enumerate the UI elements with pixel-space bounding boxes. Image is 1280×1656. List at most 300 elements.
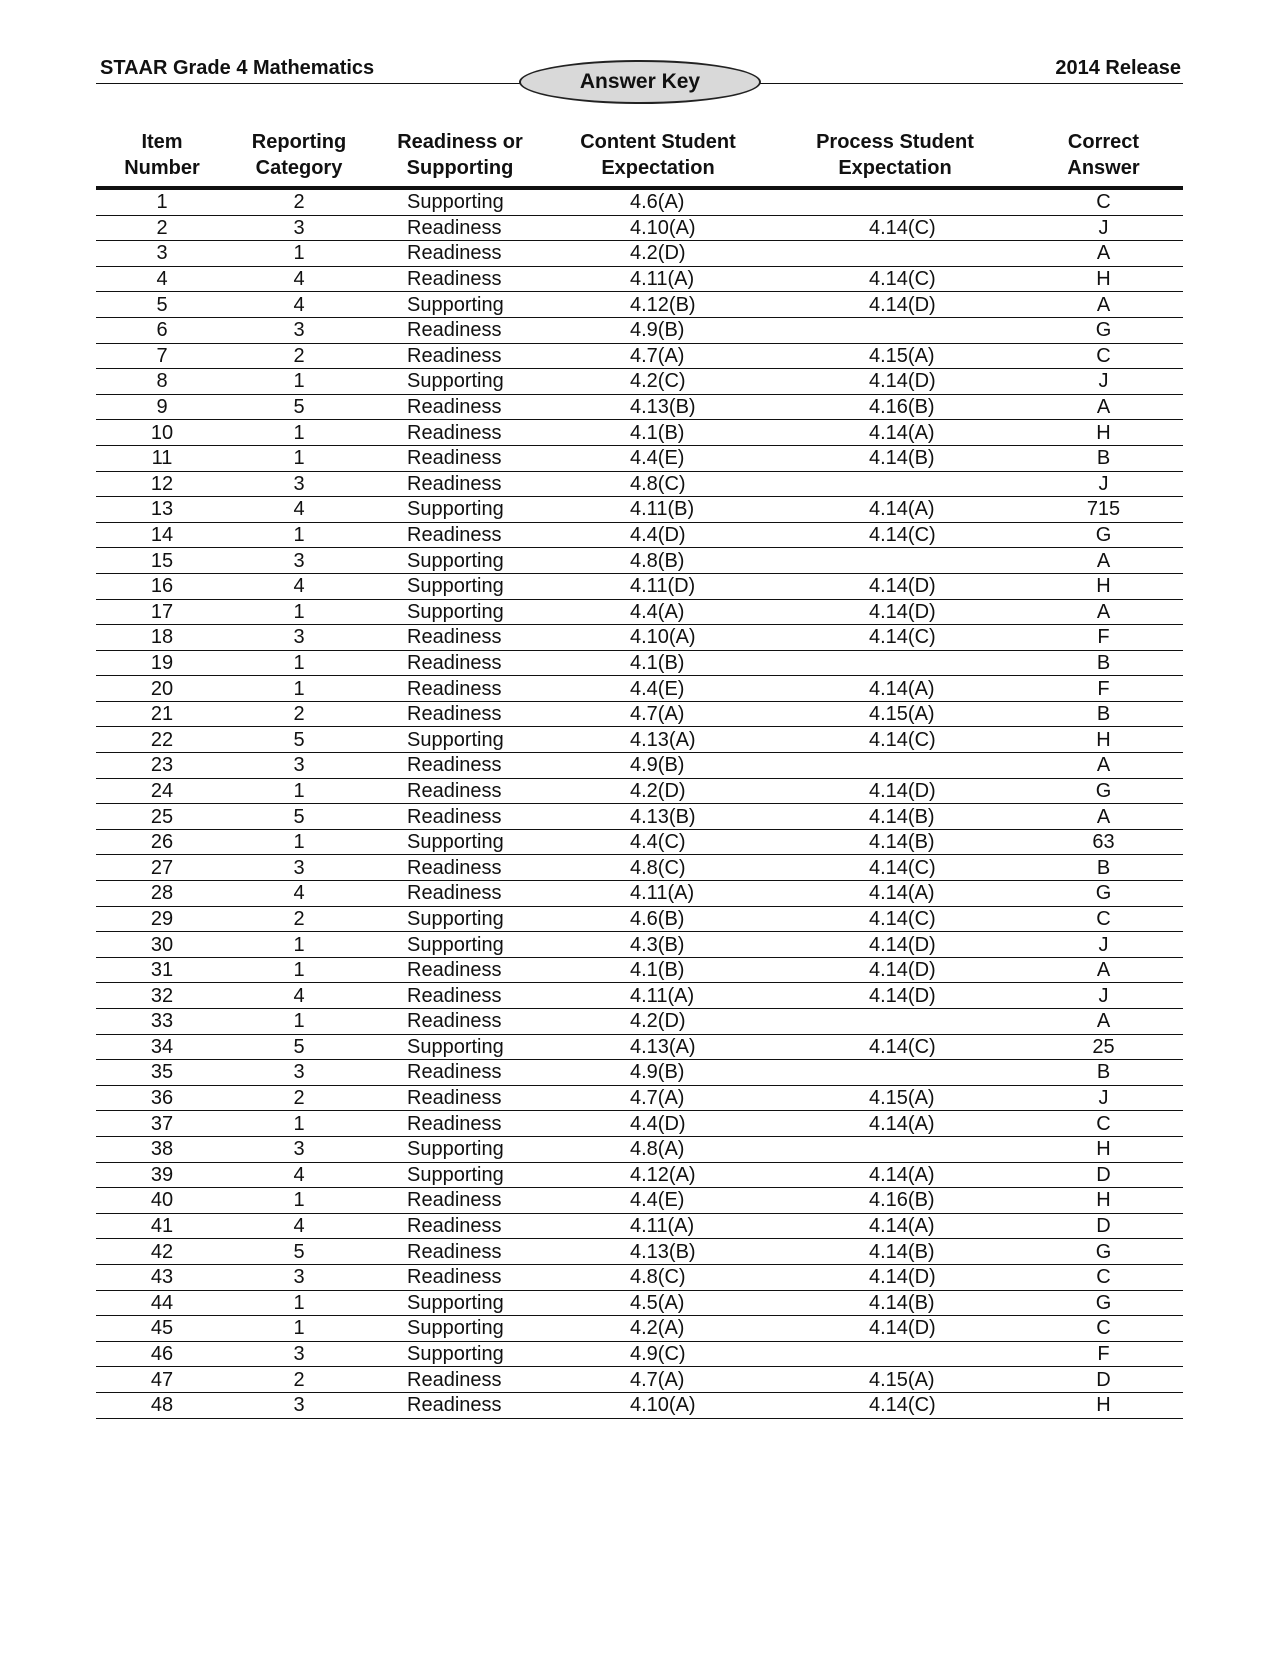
item-number: 29 [96, 906, 228, 932]
correct-answer: J [1024, 983, 1183, 1009]
correct-answer: A [1024, 804, 1183, 830]
reporting-category: 3 [228, 215, 370, 241]
reporting-category: 1 [228, 829, 370, 855]
reporting-category: 4 [228, 881, 370, 907]
header-correct-answer: Correct Answer [1024, 126, 1183, 188]
content-expectation: 4.13(A) [550, 1034, 766, 1060]
item-number: 43 [96, 1264, 228, 1290]
process-expectation [766, 471, 1024, 497]
process-expectation: 4.14(D) [766, 292, 1024, 318]
readiness-supporting: Supporting [370, 1034, 550, 1060]
content-expectation: 4.11(D) [550, 573, 766, 599]
content-expectation: 4.7(A) [550, 343, 766, 369]
item-number: 9 [96, 394, 228, 420]
content-expectation: 4.13(A) [550, 727, 766, 753]
content-expectation: 4.9(B) [550, 1060, 766, 1086]
correct-answer: H [1024, 266, 1183, 292]
reporting-category: 1 [228, 1111, 370, 1137]
header-process-expectation: Process Student Expectation [766, 126, 1024, 188]
content-expectation: 4.4(D) [550, 1111, 766, 1137]
content-expectation: 4.4(D) [550, 522, 766, 548]
table-row [96, 1316, 1183, 1342]
readiness-supporting: Readiness [370, 881, 550, 907]
reporting-category: 5 [228, 727, 370, 753]
content-expectation: 4.7(A) [550, 701, 766, 727]
reporting-category: 2 [228, 188, 370, 215]
reporting-category: 1 [228, 957, 370, 983]
reporting-category: 1 [228, 1316, 370, 1342]
table-row [96, 471, 1183, 497]
readiness-supporting: Readiness [370, 1367, 550, 1393]
process-expectation: 4.14(D) [766, 778, 1024, 804]
readiness-supporting: Readiness [370, 1188, 550, 1214]
table-row [96, 676, 1183, 702]
reporting-category: 3 [228, 1060, 370, 1086]
item-number: 41 [96, 1213, 228, 1239]
answer-key-badge: Answer Key [519, 60, 761, 104]
release-label: 2014 Release [1055, 57, 1181, 79]
readiness-supporting: Supporting [370, 727, 550, 753]
reporting-category: 4 [228, 573, 370, 599]
readiness-supporting: Readiness [370, 855, 550, 881]
item-number: 45 [96, 1316, 228, 1342]
reporting-category: 5 [228, 1239, 370, 1265]
table-row [96, 1213, 1183, 1239]
item-number: 19 [96, 650, 228, 676]
table-row [96, 650, 1183, 676]
correct-answer: D [1024, 1213, 1183, 1239]
process-expectation: 4.14(B) [766, 1290, 1024, 1316]
item-number: 6 [96, 317, 228, 343]
process-expectation [766, 753, 1024, 779]
process-expectation: 4.14(C) [766, 727, 1024, 753]
item-number: 31 [96, 957, 228, 983]
content-expectation: 4.5(A) [550, 1290, 766, 1316]
item-number: 4 [96, 266, 228, 292]
item-number: 5 [96, 292, 228, 318]
content-expectation: 4.10(A) [550, 625, 766, 651]
readiness-supporting: Readiness [370, 266, 550, 292]
process-expectation: 4.14(A) [766, 1213, 1024, 1239]
reporting-category: 4 [228, 497, 370, 523]
answer-key-table [96, 126, 1183, 1419]
item-number: 18 [96, 625, 228, 651]
correct-answer: G [1024, 778, 1183, 804]
readiness-supporting: Readiness [370, 983, 550, 1009]
correct-answer: A [1024, 753, 1183, 779]
correct-answer: J [1024, 1085, 1183, 1111]
process-expectation: 4.14(A) [766, 497, 1024, 523]
correct-answer: H [1024, 727, 1183, 753]
table-row [96, 1060, 1183, 1086]
content-expectation: 4.8(C) [550, 855, 766, 881]
content-expectation: 4.8(C) [550, 1264, 766, 1290]
correct-answer: H [1024, 420, 1183, 446]
process-expectation [766, 1009, 1024, 1035]
readiness-supporting: Readiness [370, 394, 550, 420]
readiness-supporting: Supporting [370, 906, 550, 932]
readiness-supporting: Readiness [370, 804, 550, 830]
correct-answer: A [1024, 394, 1183, 420]
correct-answer: F [1024, 625, 1183, 651]
process-expectation: 4.14(C) [766, 625, 1024, 651]
table-row [96, 1136, 1183, 1162]
process-expectation [766, 317, 1024, 343]
reporting-category: 1 [228, 369, 370, 395]
process-expectation: 4.14(B) [766, 1239, 1024, 1265]
table-row [96, 1162, 1183, 1188]
table-row [96, 1392, 1183, 1418]
readiness-supporting: Readiness [370, 215, 550, 241]
reporting-category: 4 [228, 292, 370, 318]
item-number: 7 [96, 343, 228, 369]
content-expectation: 4.4(E) [550, 1188, 766, 1214]
table-row [96, 573, 1183, 599]
correct-answer: A [1024, 1009, 1183, 1035]
content-expectation: 4.7(A) [550, 1367, 766, 1393]
item-number: 13 [96, 497, 228, 523]
readiness-supporting: Readiness [370, 241, 550, 267]
content-expectation: 4.11(A) [550, 881, 766, 907]
table-header-row [96, 126, 1183, 188]
correct-answer: A [1024, 292, 1183, 318]
process-expectation: 4.14(C) [766, 266, 1024, 292]
reporting-category: 3 [228, 317, 370, 343]
readiness-supporting: Supporting [370, 829, 550, 855]
item-number: 37 [96, 1111, 228, 1137]
correct-answer: B [1024, 701, 1183, 727]
correct-answer: H [1024, 1136, 1183, 1162]
table-row [96, 1009, 1183, 1035]
readiness-supporting: Readiness [370, 343, 550, 369]
table-row [96, 1290, 1183, 1316]
reporting-category: 2 [228, 906, 370, 932]
item-number: 36 [96, 1085, 228, 1111]
process-expectation [766, 188, 1024, 215]
correct-answer: J [1024, 932, 1183, 958]
process-expectation: 4.16(B) [766, 394, 1024, 420]
content-expectation: 4.11(A) [550, 1213, 766, 1239]
readiness-supporting: Supporting [370, 292, 550, 318]
correct-answer: J [1024, 215, 1183, 241]
reporting-category: 4 [228, 1162, 370, 1188]
correct-answer: J [1024, 369, 1183, 395]
readiness-supporting: Supporting [370, 932, 550, 958]
table-row [96, 881, 1183, 907]
correct-answer: B [1024, 1060, 1183, 1086]
table-row [96, 548, 1183, 574]
readiness-supporting: Readiness [370, 650, 550, 676]
item-number: 11 [96, 445, 228, 471]
readiness-supporting: Readiness [370, 1060, 550, 1086]
table-row [96, 1239, 1183, 1265]
item-number: 27 [96, 855, 228, 881]
header-readiness-supporting: Readiness or Supporting [370, 126, 550, 188]
correct-answer: A [1024, 548, 1183, 574]
content-expectation: 4.8(C) [550, 471, 766, 497]
correct-answer: C [1024, 343, 1183, 369]
table-row [96, 1085, 1183, 1111]
correct-answer: G [1024, 1290, 1183, 1316]
table-row [96, 1188, 1183, 1214]
reporting-category: 3 [228, 471, 370, 497]
readiness-supporting: Readiness [370, 1239, 550, 1265]
table-row [96, 932, 1183, 958]
table-row [96, 497, 1183, 523]
content-expectation: 4.1(B) [550, 650, 766, 676]
reporting-category: 3 [228, 855, 370, 881]
content-expectation: 4.4(E) [550, 445, 766, 471]
table-row [96, 188, 1183, 215]
readiness-supporting: Supporting [370, 1316, 550, 1342]
content-expectation: 4.12(B) [550, 292, 766, 318]
process-expectation [766, 1136, 1024, 1162]
reporting-category: 5 [228, 394, 370, 420]
reporting-category: 5 [228, 804, 370, 830]
process-expectation [766, 241, 1024, 267]
reporting-category: 2 [228, 1367, 370, 1393]
readiness-supporting: Readiness [370, 778, 550, 804]
correct-answer: F [1024, 676, 1183, 702]
table-row [96, 727, 1183, 753]
correct-answer: 715 [1024, 497, 1183, 523]
content-expectation: 4.2(D) [550, 1009, 766, 1035]
item-number: 40 [96, 1188, 228, 1214]
reporting-category: 1 [228, 932, 370, 958]
content-expectation: 4.6(A) [550, 188, 766, 215]
content-expectation: 4.2(D) [550, 241, 766, 267]
correct-answer: C [1024, 1316, 1183, 1342]
header-reporting-category: Reporting Category [228, 126, 370, 188]
content-expectation: 4.9(C) [550, 1341, 766, 1367]
table-row [96, 420, 1183, 446]
readiness-supporting: Readiness [370, 625, 550, 651]
reporting-category: 1 [228, 241, 370, 267]
reporting-category: 3 [228, 753, 370, 779]
content-expectation: 4.13(B) [550, 804, 766, 830]
reporting-category: 3 [228, 1392, 370, 1418]
process-expectation: 4.14(A) [766, 676, 1024, 702]
item-number: 48 [96, 1392, 228, 1418]
correct-answer: D [1024, 1367, 1183, 1393]
item-number: 25 [96, 804, 228, 830]
content-expectation: 4.1(B) [550, 957, 766, 983]
table-row [96, 1264, 1183, 1290]
process-expectation: 4.14(D) [766, 573, 1024, 599]
content-expectation: 4.2(A) [550, 1316, 766, 1342]
document-title: STAAR Grade 4 Mathematics [100, 57, 375, 79]
content-expectation: 4.10(A) [550, 215, 766, 241]
reporting-category: 1 [228, 420, 370, 446]
item-number: 33 [96, 1009, 228, 1035]
item-number: 35 [96, 1060, 228, 1086]
readiness-supporting: Readiness [370, 1213, 550, 1239]
reporting-category: 1 [228, 445, 370, 471]
process-expectation: 4.14(B) [766, 804, 1024, 830]
item-number: 2 [96, 215, 228, 241]
table-row [96, 957, 1183, 983]
process-expectation: 4.14(C) [766, 522, 1024, 548]
table-row [96, 983, 1183, 1009]
item-number: 17 [96, 599, 228, 625]
process-expectation [766, 1060, 1024, 1086]
readiness-supporting: Supporting [370, 497, 550, 523]
process-expectation: 4.15(A) [766, 701, 1024, 727]
item-number: 28 [96, 881, 228, 907]
table-row [96, 701, 1183, 727]
readiness-supporting: Readiness [370, 1392, 550, 1418]
readiness-supporting: Supporting [370, 1290, 550, 1316]
item-number: 16 [96, 573, 228, 599]
table-row [96, 241, 1183, 267]
correct-answer: H [1024, 1392, 1183, 1418]
readiness-supporting: Supporting [370, 599, 550, 625]
item-number: 15 [96, 548, 228, 574]
reporting-category: 2 [228, 701, 370, 727]
correct-answer: A [1024, 957, 1183, 983]
item-number: 47 [96, 1367, 228, 1393]
content-expectation: 4.4(E) [550, 676, 766, 702]
readiness-supporting: Readiness [370, 676, 550, 702]
process-expectation: 4.14(D) [766, 983, 1024, 1009]
reporting-category: 3 [228, 1341, 370, 1367]
process-expectation: 4.15(A) [766, 1367, 1024, 1393]
content-expectation: 4.3(B) [550, 932, 766, 958]
correct-answer: H [1024, 573, 1183, 599]
header-item-number: Item Number [96, 126, 228, 188]
content-expectation: 4.1(B) [550, 420, 766, 446]
readiness-supporting: Readiness [370, 420, 550, 446]
item-number: 22 [96, 727, 228, 753]
item-number: 20 [96, 676, 228, 702]
process-expectation: 4.14(A) [766, 1162, 1024, 1188]
table-row [96, 1367, 1183, 1393]
process-expectation: 4.14(D) [766, 1316, 1024, 1342]
correct-answer: D [1024, 1162, 1183, 1188]
item-number: 26 [96, 829, 228, 855]
readiness-supporting: Supporting [370, 369, 550, 395]
table-row [96, 855, 1183, 881]
item-number: 8 [96, 369, 228, 395]
reporting-category: 1 [228, 1188, 370, 1214]
readiness-supporting: Readiness [370, 1264, 550, 1290]
process-expectation: 4.14(C) [766, 215, 1024, 241]
correct-answer: 25 [1024, 1034, 1183, 1060]
correct-answer: F [1024, 1341, 1183, 1367]
correct-answer: B [1024, 855, 1183, 881]
process-expectation: 4.14(D) [766, 957, 1024, 983]
table-row [96, 445, 1183, 471]
process-expectation: 4.15(A) [766, 343, 1024, 369]
process-expectation [766, 650, 1024, 676]
readiness-supporting: Supporting [370, 1162, 550, 1188]
item-number: 44 [96, 1290, 228, 1316]
table-row [96, 317, 1183, 343]
reporting-category: 2 [228, 1085, 370, 1111]
content-expectation: 4.11(B) [550, 497, 766, 523]
correct-answer: G [1024, 317, 1183, 343]
item-number: 10 [96, 420, 228, 446]
process-expectation: 4.15(A) [766, 1085, 1024, 1111]
process-expectation [766, 1341, 1024, 1367]
reporting-category: 1 [228, 1290, 370, 1316]
table-row [96, 215, 1183, 241]
item-number: 24 [96, 778, 228, 804]
reporting-category: 4 [228, 983, 370, 1009]
process-expectation: 4.14(C) [766, 855, 1024, 881]
readiness-supporting: Readiness [370, 317, 550, 343]
readiness-supporting: Readiness [370, 1009, 550, 1035]
content-expectation: 4.9(B) [550, 317, 766, 343]
readiness-supporting: Supporting [370, 548, 550, 574]
readiness-supporting: Supporting [370, 1341, 550, 1367]
page-header [0, 0, 1280, 120]
correct-answer: G [1024, 881, 1183, 907]
table-row [96, 292, 1183, 318]
content-expectation: 4.7(A) [550, 1085, 766, 1111]
readiness-supporting: Supporting [370, 188, 550, 215]
content-expectation: 4.11(A) [550, 983, 766, 1009]
content-expectation: 4.2(C) [550, 369, 766, 395]
item-number: 46 [96, 1341, 228, 1367]
correct-answer: B [1024, 650, 1183, 676]
process-expectation: 4.14(B) [766, 829, 1024, 855]
table-row [96, 369, 1183, 395]
correct-answer: H [1024, 1188, 1183, 1214]
table-row [96, 829, 1183, 855]
readiness-supporting: Readiness [370, 522, 550, 548]
item-number: 3 [96, 241, 228, 267]
readiness-supporting: Supporting [370, 1136, 550, 1162]
table-row [96, 1341, 1183, 1367]
correct-answer: A [1024, 599, 1183, 625]
correct-answer: A [1024, 241, 1183, 267]
table-row [96, 1111, 1183, 1137]
process-expectation: 4.16(B) [766, 1188, 1024, 1214]
table-row [96, 804, 1183, 830]
correct-answer: G [1024, 1239, 1183, 1265]
content-expectation: 4.10(A) [550, 1392, 766, 1418]
reporting-category: 5 [228, 1034, 370, 1060]
readiness-supporting: Readiness [370, 1111, 550, 1137]
content-expectation: 4.9(B) [550, 753, 766, 779]
content-expectation: 4.4(C) [550, 829, 766, 855]
content-expectation: 4.8(A) [550, 1136, 766, 1162]
item-number: 1 [96, 188, 228, 215]
item-number: 34 [96, 1034, 228, 1060]
process-expectation: 4.14(A) [766, 1111, 1024, 1137]
table-row [96, 599, 1183, 625]
content-expectation: 4.13(B) [550, 1239, 766, 1265]
item-number: 38 [96, 1136, 228, 1162]
table-row [96, 394, 1183, 420]
table-row [96, 906, 1183, 932]
answer-rows [96, 188, 1183, 1418]
reporting-category: 3 [228, 548, 370, 574]
table-row [96, 753, 1183, 779]
content-expectation: 4.13(B) [550, 394, 766, 420]
process-expectation: 4.14(A) [766, 881, 1024, 907]
reporting-category: 4 [228, 1213, 370, 1239]
content-expectation: 4.12(A) [550, 1162, 766, 1188]
reporting-category: 1 [228, 522, 370, 548]
process-expectation: 4.14(C) [766, 906, 1024, 932]
item-number: 21 [96, 701, 228, 727]
reporting-category: 3 [228, 1264, 370, 1290]
content-expectation: 4.8(B) [550, 548, 766, 574]
header-content-expectation: Content Student Expectation [550, 126, 766, 188]
table-row [96, 778, 1183, 804]
